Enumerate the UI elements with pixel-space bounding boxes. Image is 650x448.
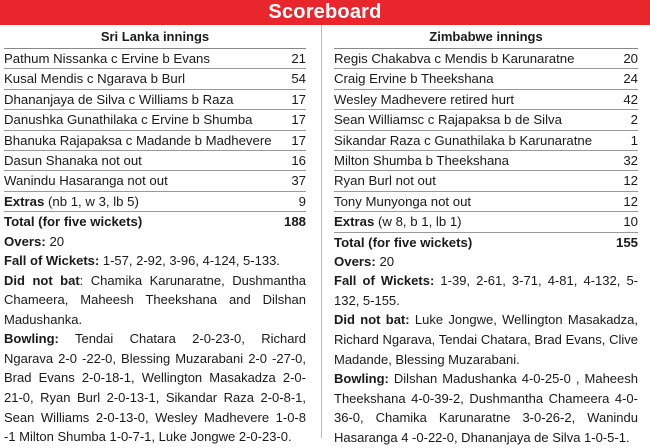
overs-line (334, 252, 638, 271)
total-runs: 188 (283, 214, 306, 230)
fow-label: Fall of Wickets: (4, 252, 100, 268)
batting-row (334, 151, 638, 171)
batter-dismissal: Kusal Mendis c Ngarava b Burl (4, 71, 186, 87)
total-label: Total (for five wickets) (334, 234, 473, 250)
total-runs: 155 (615, 234, 638, 250)
bowling-label: Bowling: (4, 331, 59, 347)
fow-value: 1-39, 2-61, 3-71, 4-81, 4-132, 5-132, 5-155. (334, 273, 639, 308)
extras-detail: (nb 1, w 3, lb 5) (44, 193, 139, 209)
batter-dismissal: Sean Williamsc c Rajapaksa b de Silva (334, 112, 562, 128)
extras-label: Extras (4, 193, 45, 209)
total-row (4, 212, 306, 231)
bowling (334, 369, 638, 447)
batter-runs: 24 (623, 71, 638, 87)
batting-row (334, 192, 638, 212)
overs-label: Overs: (4, 233, 46, 249)
batting-list (334, 49, 638, 212)
batting-row (4, 110, 306, 130)
batter-dismissal: Regis Chakabva c Mendis b Karunaratne (334, 51, 575, 66)
zimbabwe-innings (334, 25, 638, 448)
batter-dismissal: Craig Ervine b Theekshana (334, 71, 494, 87)
overs-label: Overs: (334, 253, 376, 269)
batter-runs: 54 (291, 71, 306, 87)
batter-runs: 17 (291, 112, 306, 128)
batter-dismissal: Tony Munyonga not out (334, 193, 472, 209)
innings-title: Zimbabwe innings (334, 25, 638, 49)
extras-label: Extras (334, 214, 375, 230)
did-not-bat (4, 271, 306, 330)
batter-runs: 17 (291, 91, 306, 107)
bowling-value: Tendai Chatara 2-0-23-0, Richard Ngarava 2-0 -22-0, Blessing Muzarabani 2-0 -27-0, Brad Evans 2-0-18-1, Wellington Masakadza 2-0-21-0, Ryan Burl 2-0-13-1, Sikandar Raza 2-0-8-1, Sean Williams 2-0-13-0, Wesley Madhevere 1-0-8 -1 Milton Shumba 1-0-7-1, Luke Jongwe 2-0-23-0. (4, 331, 306, 445)
fall-of-wickets (4, 251, 306, 271)
fow-label: Fall of Wickets: (334, 273, 435, 289)
batter-dismissal: Pathum Nissanka c Ervine b Evans (4, 51, 210, 66)
dnb-value: : Chamika Karunaratne, Dushmantha Chameera, Maheesh Theekshana and Dilshan Madushanka. (4, 272, 306, 327)
dnb-label: Did not bat (4, 272, 80, 288)
bowling-label: Bowling: (334, 371, 389, 387)
batting-row (334, 49, 638, 69)
batting-row (4, 171, 306, 191)
batter-dismissal: Dasun Shanaka not out (4, 152, 142, 168)
bowling (4, 329, 306, 447)
batter-runs: 37 (291, 173, 306, 189)
batting-row (4, 90, 306, 110)
innings-title: Sri Lanka innings (4, 25, 306, 49)
batter-dismissal: Wanindu Hasaranga not out (4, 173, 168, 189)
batter-runs: 20 (623, 51, 638, 66)
batter-runs: 12 (623, 173, 638, 189)
batter-runs: 21 (291, 51, 306, 66)
extras-runs: 10 (623, 214, 638, 230)
batting-row (334, 171, 638, 191)
batter-runs: 32 (623, 152, 638, 168)
batting-row (334, 69, 638, 89)
batter-runs: 16 (291, 152, 306, 168)
batter-runs: 2 (630, 112, 638, 128)
batting-row (4, 131, 306, 151)
batting-row (4, 151, 306, 171)
dnb-value: Luke Jongwe, Wellington Masakadza, Richard Ngarava, Tendai Chatara, Brad Evans, Clive Madande, Blessing Muzarabani. (334, 312, 638, 367)
sri-lanka-innings (4, 25, 306, 447)
extras-row (4, 192, 306, 212)
batter-dismissal: Ryan Burl not out (334, 173, 436, 189)
total-row (334, 233, 638, 252)
extras-runs: 9 (298, 193, 306, 209)
batting-row (4, 69, 306, 89)
batting-list (4, 49, 306, 192)
batter-dismissal: Sikandar Raza c Gunathilaka b Karunaratne (334, 132, 593, 148)
overs-value: 20 (45, 233, 65, 249)
batter-dismissal: Dhananjaya de Silva c Williams b Raza (4, 91, 234, 107)
batter-runs: 42 (623, 91, 638, 107)
extras-detail: (w 8, b 1, lb 1) (374, 214, 462, 230)
column-divider (321, 25, 322, 438)
batting-row (4, 49, 306, 69)
batter-runs: 17 (291, 132, 306, 148)
scoreboard-title: Scoreboard (0, 0, 650, 25)
batter-dismissal: Danushka Gunathilaka c Ervine b Shumba (4, 112, 253, 128)
batting-row (334, 131, 638, 151)
fall-of-wickets (334, 271, 638, 310)
batting-row (334, 90, 638, 110)
batter-dismissal: Wesley Madhevere retired hurt (334, 91, 515, 107)
batting-row (334, 110, 638, 130)
total-label: Total (for five wickets) (4, 214, 143, 230)
extras-row (334, 212, 638, 232)
did-not-bat (334, 310, 638, 369)
bowling-value: Dilshan Madushanka 4-0-25-0 , Maheesh Theekshana 4-0-39-2, Dushmantha Chameera 4-0-36-0, Chamika Karunaratne 3-0-26-2, Wanindu Hasaranga 4 -0-22-0, Dhananjaya de Silva 1-0-5-1. (334, 371, 638, 446)
overs-line (4, 232, 306, 251)
dnb-label: Did not bat: (334, 312, 410, 328)
batter-runs: 12 (623, 193, 638, 209)
batter-dismissal: Milton Shumba b Theekshana (334, 152, 509, 168)
batter-runs: 1 (630, 132, 638, 148)
batter-dismissal: Bhanuka Rajapaksa c Madande b Madhevere (4, 132, 272, 148)
fow-value: 1-57, 2-92, 3-96, 4-124, 5-133. (99, 252, 280, 268)
overs-value: 20 (375, 253, 395, 269)
